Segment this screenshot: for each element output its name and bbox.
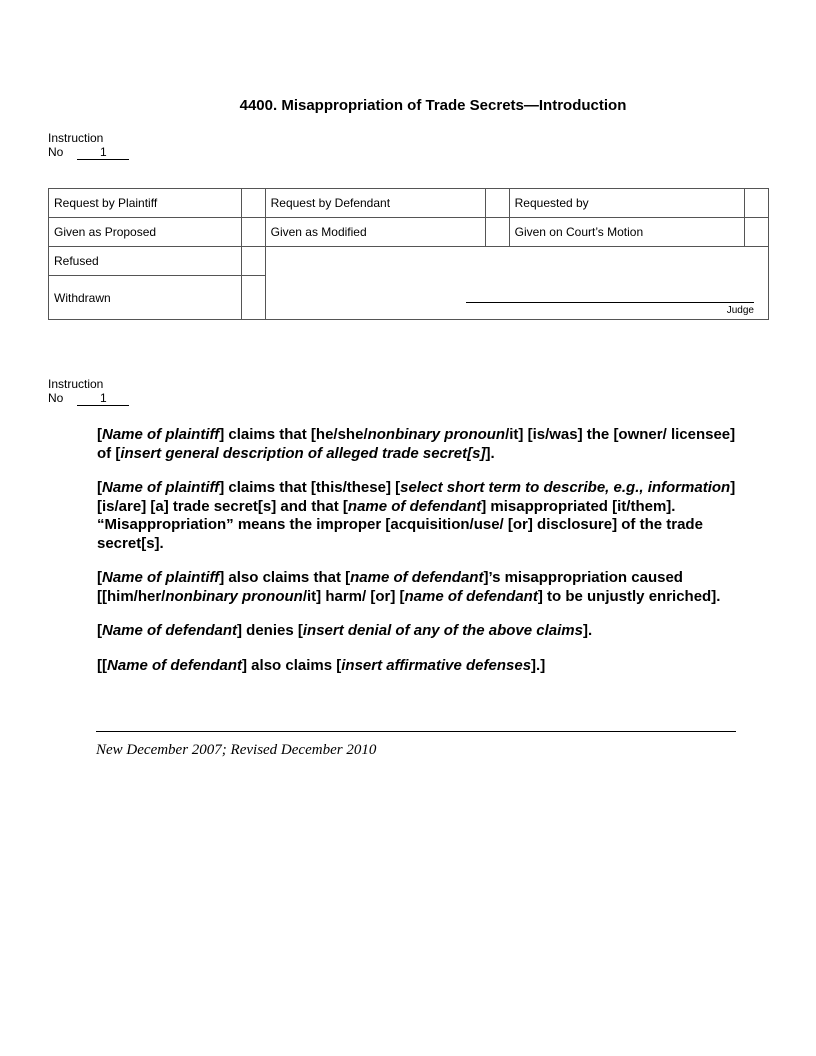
requested-by-checkbox[interactable] — [745, 189, 769, 218]
judge-signature-area — [265, 247, 768, 320]
instruction-number-block-2 — [48, 377, 129, 406]
withdrawn-label: Withdrawn — [49, 276, 242, 320]
instruction-label: Instruction — [48, 377, 104, 391]
request-by-plaintiff-label: Request by Plaintiff — [49, 189, 242, 218]
given-as-proposed-label: Given as Proposed — [49, 218, 242, 247]
given-as-modified-checkbox[interactable] — [485, 218, 509, 247]
instruction-body — [97, 426, 737, 691]
judge-label: Judge — [726, 305, 754, 316]
request-by-defendant-label: Request by Defendant — [265, 189, 485, 218]
instruction-number: 1 — [77, 392, 129, 406]
paragraph-affirmative-defenses: [[Name of defendant] also claims [insert affirmative defenses].] — [97, 656, 546, 674]
instruction-number-block — [48, 131, 129, 160]
request-by-defendant-checkbox[interactable] — [485, 189, 509, 218]
request-by-plaintiff-checkbox[interactable] — [241, 189, 265, 218]
paragraph-claims-misappropriation: [Name of plaintiff] claims that [this/these] [select short term to describe, e.g., information] [is/are] [a] trade secret[s] and that [name of defendant] misappropriated [it/them]. “Misappropriation” means the improper [acquisition/use/ [or] disclosure] of the trade secret[s]. — [97, 479, 736, 552]
instruction-label: Instruction — [48, 131, 104, 145]
given-as-proposed-checkbox[interactable] — [241, 218, 265, 247]
instruction-disposition-table — [48, 188, 769, 320]
paragraph-claims-harm: [Name of plaintiff] also claims that [name of defendant]’s misappropriation caused [[him/her/nonbinary pronoun/it] harm/ [or] [name of defendant] to be unjustly enriched]. — [97, 569, 721, 605]
refused-checkbox[interactable] — [241, 247, 265, 276]
page-title: 4400. Misappropriation of Trade Secrets—Introduction — [239, 97, 627, 114]
paragraph-claims-ownership: [Name of plaintiff] claims that [he/she/nonbinary pronoun/it] [is/was] the [owner/ licensee] of [insert general description of alleged trade secret[s]]. — [97, 426, 736, 462]
given-on-courts-motion-label: Given on Court’s Motion — [509, 218, 744, 247]
revision-history: New December 2007; Revised December 2010 — [96, 742, 377, 758]
given-as-modified-label: Given as Modified — [265, 218, 485, 247]
instruction-number: 1 — [77, 146, 129, 160]
section-divider — [96, 731, 736, 732]
no-label: No — [48, 391, 64, 405]
judge-signature-line[interactable] — [466, 302, 754, 303]
requested-by-label: Requested by — [509, 189, 744, 218]
refused-label: Refused — [49, 247, 242, 276]
withdrawn-checkbox[interactable] — [241, 276, 265, 320]
no-label: No — [48, 145, 64, 159]
given-on-courts-motion-checkbox[interactable] — [745, 218, 769, 247]
paragraph-defendant-denies: [Name of defendant] denies [insert denial of any of the above claims]. — [97, 622, 593, 639]
